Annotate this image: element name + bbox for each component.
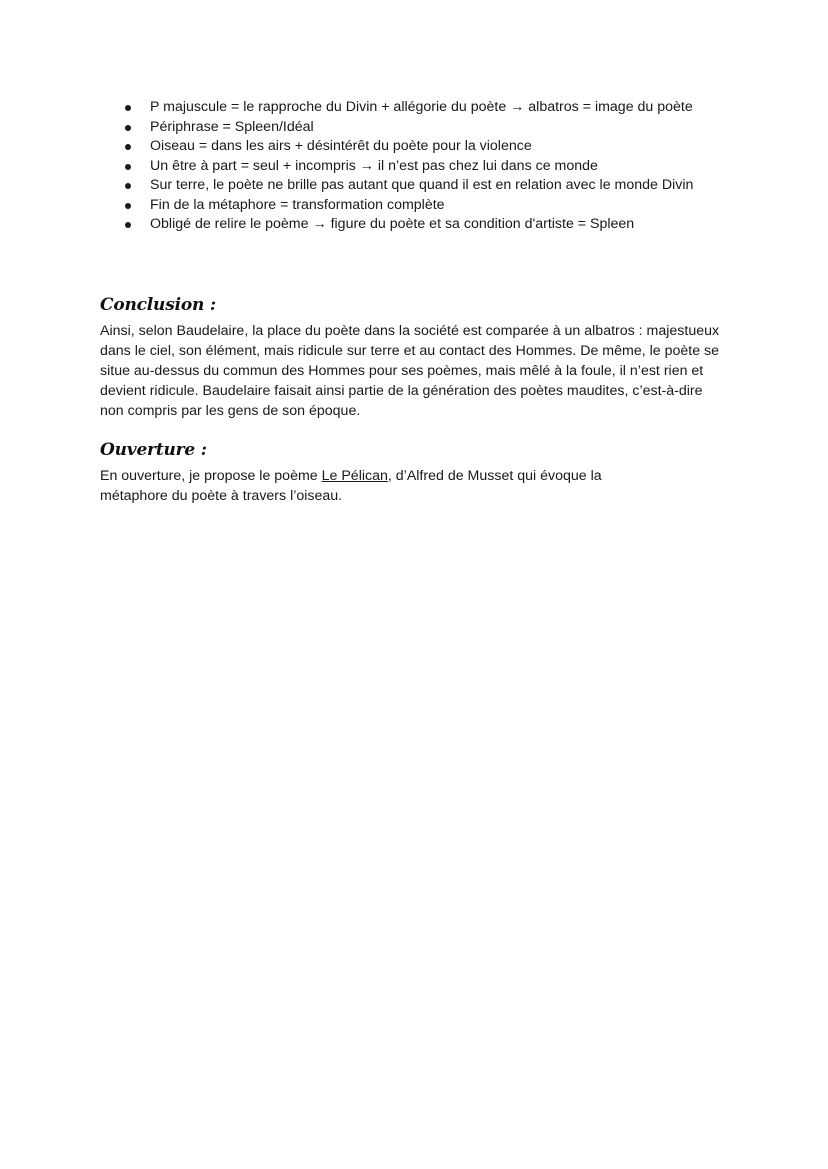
list-item-text: Obligé de relire le poème → figure du poète et sa condition d'artiste = Spleen bbox=[150, 216, 635, 232]
analysis-bullet-list bbox=[100, 98, 730, 235]
list-item bbox=[100, 157, 730, 177]
ouverture-paragraph bbox=[100, 466, 660, 506]
list-item-text: Périphrase = Spleen/Idéal bbox=[150, 118, 314, 135]
ouverture-text-after: , d’Alfred de Musset qui évoque la métaphore du poète à travers l’oiseau. bbox=[100, 468, 602, 504]
list-item-text: Fin de la métaphore = transformation complète bbox=[150, 196, 445, 213]
list-item-text: Oiseau = dans les airs + désintérêt du poète pour la violence bbox=[150, 138, 532, 154]
bullet-icon bbox=[125, 183, 131, 189]
ouverture-text-before: En ouverture, je propose le poème bbox=[100, 468, 322, 484]
bullet-icon bbox=[125, 222, 131, 228]
list-item bbox=[100, 137, 730, 157]
list-item bbox=[100, 196, 730, 216]
conclusion-paragraph: Ainsi, selon Baudelaire, la place du poète dans la société est comparée à un albatros : majestueux dans le ciel, son élément, mais ridicule sur terre et au contact des Hommes. De même, le poète se situe au-dessus du commun des Hommes pour ses poèmes, mais mêlé à la foule, il n’est rien et devient ridicule. Baudelaire faisait ainsi partie de la génération des poètes maudites, c’est-à-dire non compris par les gens de son époque. bbox=[100, 323, 720, 419]
list-item-text: Sur terre, le poète ne brille pas autant que quand il est en relation avec le monde Divin bbox=[150, 177, 694, 193]
bullet-icon bbox=[125, 203, 131, 209]
list-item bbox=[100, 98, 730, 118]
list-item-text: Un être à part = seul + incompris → il n’est pas chez lui dans ce monde bbox=[150, 157, 598, 174]
list-item bbox=[100, 215, 730, 235]
poem-title-link[interactable]: Le Pélican bbox=[321, 468, 388, 484]
bullet-icon bbox=[125, 144, 131, 150]
ouverture-heading: Ouverture : bbox=[100, 440, 207, 460]
bullet-icon bbox=[125, 105, 131, 111]
list-item bbox=[100, 118, 730, 138]
bullet-icon bbox=[125, 125, 131, 131]
conclusion-heading: Conclusion : bbox=[100, 295, 216, 315]
list-item-text: P majuscule = le rapproche du Divin + allégorie du poète → albatros = image du poète bbox=[150, 99, 693, 115]
bullet-icon bbox=[125, 164, 131, 170]
list-item bbox=[100, 176, 730, 196]
